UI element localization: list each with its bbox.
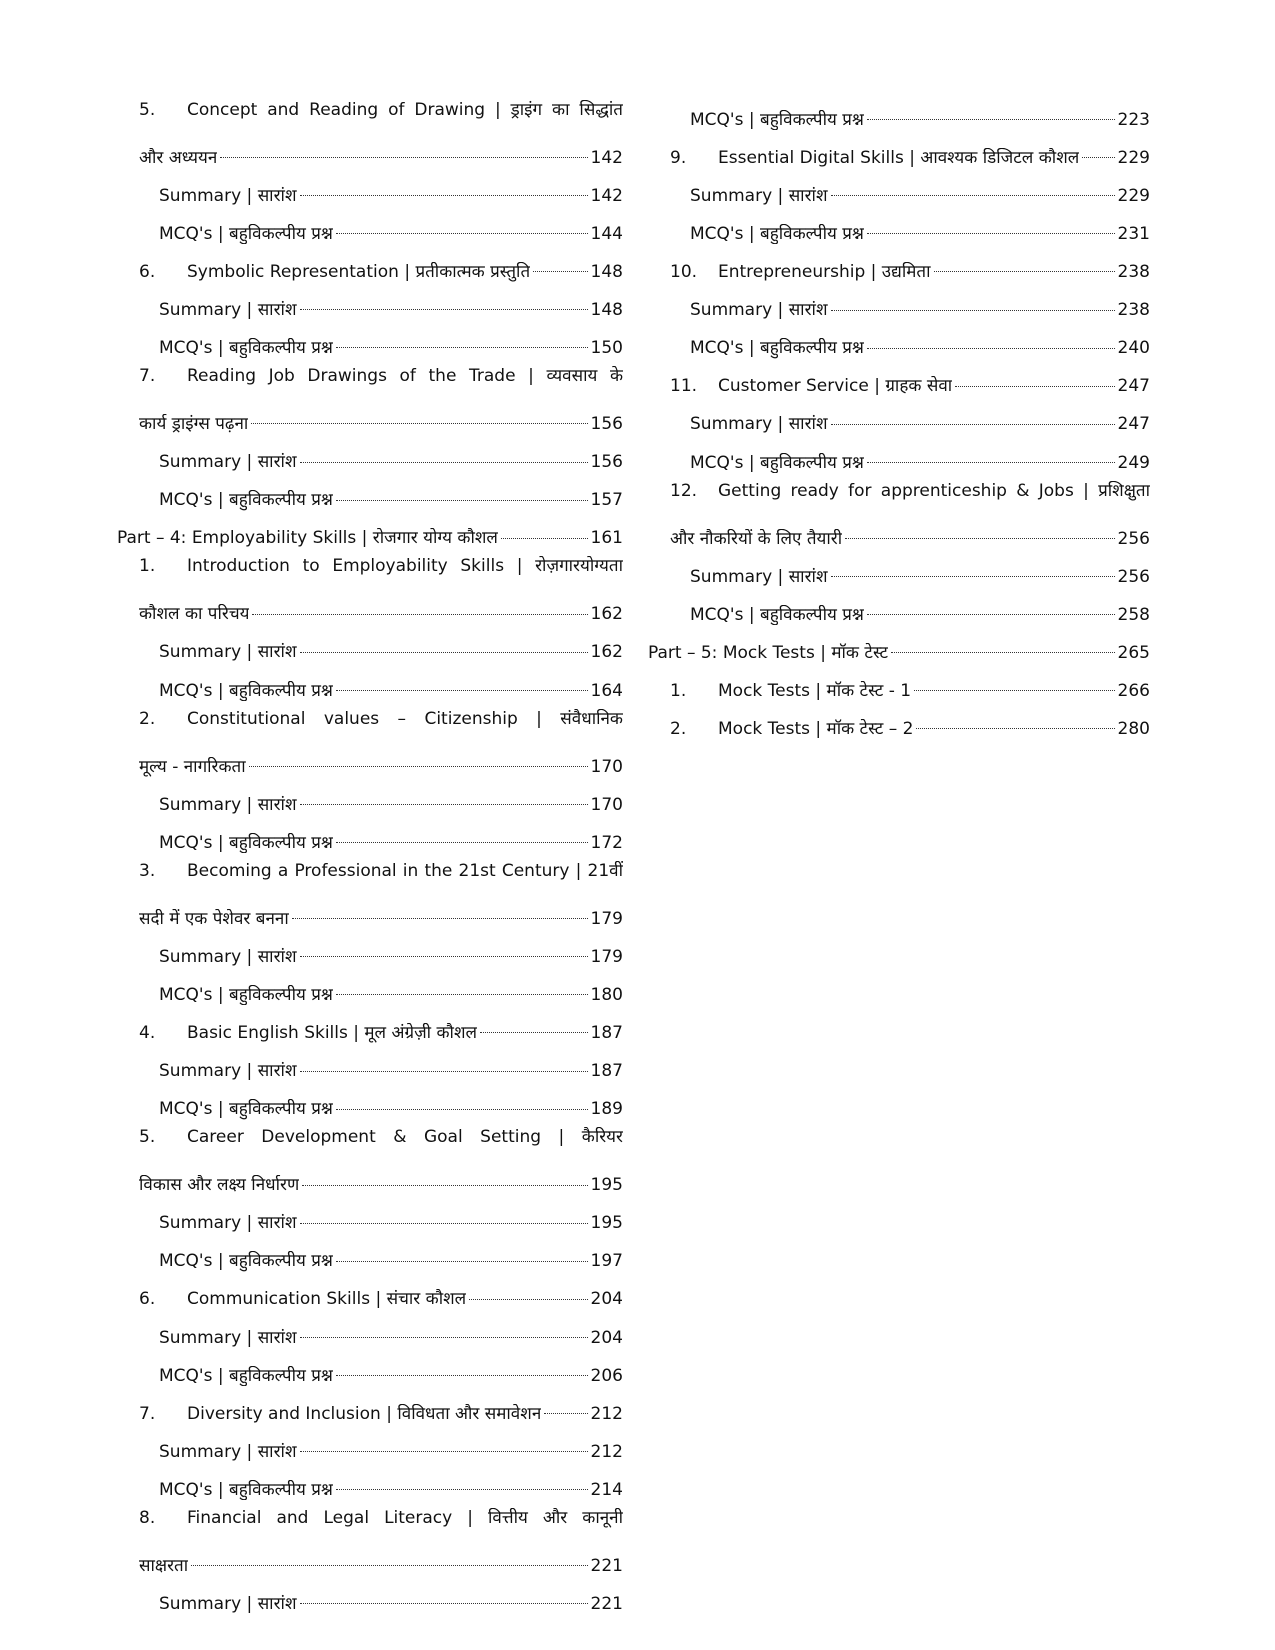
dot-leader bbox=[336, 1261, 588, 1262]
toc-entry-title: Summary | सारांश bbox=[159, 1327, 297, 1348]
toc-page-number: 180 bbox=[590, 984, 623, 1005]
toc-page-number: 162 bbox=[590, 642, 623, 663]
toc-entry-title: MCQ's | बहुविकल्पीय प्रश्न bbox=[159, 832, 333, 853]
toc-row bbox=[117, 358, 623, 386]
toc-row bbox=[117, 320, 623, 358]
toc-subentry[interactable] bbox=[117, 1424, 623, 1462]
toc-row bbox=[648, 663, 1150, 701]
toc-page-number: 187 bbox=[590, 1061, 623, 1082]
toc-page-number: 157 bbox=[590, 490, 623, 511]
toc-row bbox=[117, 1148, 623, 1196]
toc-entry-title: Basic English Skills | मूल अंग्रेज़ी कौशल bbox=[187, 1023, 478, 1044]
toc-subentry[interactable] bbox=[648, 168, 1150, 206]
toc-chapter-entry[interactable] bbox=[648, 359, 1150, 397]
toc-entry-title: MCQ's | बहुविकल्पीय प्रश्न bbox=[159, 680, 333, 701]
toc-row bbox=[117, 92, 623, 120]
toc-entry-title-continued: साक्षरता bbox=[139, 1555, 189, 1576]
toc-subentry[interactable] bbox=[648, 397, 1150, 435]
toc-page-number: 229 bbox=[1117, 147, 1150, 168]
toc-row bbox=[648, 321, 1150, 359]
toc-part-heading[interactable] bbox=[117, 511, 623, 549]
toc-row bbox=[648, 397, 1150, 435]
dot-leader bbox=[916, 728, 1114, 729]
toc-subentry[interactable] bbox=[117, 473, 623, 511]
toc-entry-title: Communication Skills | संचार कौशल bbox=[187, 1289, 467, 1310]
toc-chapter-number: 2. bbox=[139, 708, 156, 729]
toc-page-number: 164 bbox=[590, 680, 623, 701]
toc-entry-title: MCQ's | बहुविकल्पीय प्रश्न bbox=[159, 1099, 333, 1120]
toc-subentry[interactable] bbox=[117, 282, 623, 320]
toc-entry-title: Part – 4: Employability Skills | रोजगार योग्य कौशल bbox=[117, 528, 498, 549]
toc-right-column bbox=[648, 92, 1150, 739]
dot-leader bbox=[300, 1603, 588, 1604]
toc-row bbox=[117, 663, 623, 701]
toc-page-number: 247 bbox=[1117, 376, 1150, 397]
toc-entry-title: Part – 5: Mock Tests | मॉक टेस्ट bbox=[648, 642, 889, 663]
toc-row bbox=[117, 777, 623, 815]
toc-row bbox=[648, 244, 1150, 282]
toc-subentry[interactable] bbox=[117, 1462, 623, 1500]
toc-row bbox=[117, 881, 623, 929]
toc-row bbox=[117, 625, 623, 663]
toc-chapter-entry[interactable] bbox=[648, 244, 1150, 282]
toc-page-number: 189 bbox=[590, 1099, 623, 1120]
toc-entry-title: Summary | सारांश bbox=[159, 1594, 297, 1615]
toc-chapter-number: 7. bbox=[139, 366, 156, 387]
toc-entry-title: Introduction to Employability Skills | रोज़गारयोग्यता bbox=[187, 556, 623, 577]
toc-page-number: 223 bbox=[1117, 109, 1150, 130]
toc-page-number: 148 bbox=[590, 299, 623, 320]
toc-entry-title: Summary | सारांश bbox=[159, 642, 297, 663]
toc-chapter-number: 1. bbox=[670, 680, 687, 701]
toc-chapter-entry[interactable] bbox=[117, 1005, 623, 1043]
toc-row bbox=[117, 1500, 623, 1528]
dot-leader bbox=[867, 462, 1115, 463]
toc-chapter-number: 6. bbox=[139, 1289, 156, 1310]
toc-row bbox=[117, 577, 623, 625]
toc-part-heading[interactable] bbox=[648, 625, 1150, 663]
toc-row bbox=[117, 1120, 623, 1148]
toc-row bbox=[648, 282, 1150, 320]
toc-subentry[interactable] bbox=[117, 1348, 623, 1386]
toc-row bbox=[648, 435, 1150, 473]
dot-leader bbox=[845, 538, 1114, 539]
toc-subentry[interactable] bbox=[117, 625, 623, 663]
toc-row bbox=[117, 1272, 623, 1310]
toc-subentry[interactable] bbox=[648, 206, 1150, 244]
toc-row bbox=[117, 967, 623, 1005]
toc-subentry[interactable] bbox=[648, 321, 1150, 359]
toc-subentry[interactable] bbox=[117, 1234, 623, 1272]
dot-leader bbox=[867, 233, 1115, 234]
toc-subentry[interactable] bbox=[648, 587, 1150, 625]
toc-page-number: 206 bbox=[590, 1365, 623, 1386]
toc-entry-title: Summary | सारांश bbox=[159, 1213, 297, 1234]
dot-leader bbox=[831, 424, 1115, 425]
toc-entry-title: Summary | सारांश bbox=[159, 299, 297, 320]
toc-entry-title: Constitutional values – Citizenship | संवैधानिक bbox=[187, 708, 623, 729]
toc-row bbox=[648, 701, 1150, 739]
toc-chapter-entry[interactable] bbox=[117, 1500, 623, 1576]
toc-chapter-entry[interactable] bbox=[648, 701, 1150, 739]
toc-entry-title: MCQ's | बहुविकल्पीय प्रश्न bbox=[690, 109, 864, 130]
toc-row bbox=[117, 434, 623, 472]
toc-page-number: 212 bbox=[590, 1441, 623, 1462]
toc-row bbox=[117, 282, 623, 320]
toc-chapter-number: 5. bbox=[139, 99, 156, 120]
toc-subentry[interactable] bbox=[117, 929, 623, 967]
toc-entry-title: Becoming a Professional in the 21st Century | 21वीं bbox=[187, 860, 623, 881]
dot-leader bbox=[251, 423, 587, 424]
toc-subentry[interactable] bbox=[117, 967, 623, 1005]
toc-entry-title-continued: कौशल का परिचय bbox=[139, 604, 250, 625]
toc-subentry[interactable] bbox=[117, 320, 623, 358]
toc-page-number: 231 bbox=[1117, 223, 1150, 244]
dot-leader bbox=[336, 1109, 588, 1110]
dot-leader bbox=[914, 690, 1114, 691]
dot-leader bbox=[934, 271, 1115, 272]
toc-chapter-number: 12. bbox=[670, 480, 698, 501]
dot-leader bbox=[336, 842, 588, 843]
toc-row bbox=[117, 1386, 623, 1424]
toc-subentry[interactable] bbox=[648, 435, 1150, 473]
dot-leader bbox=[336, 690, 588, 691]
toc-subentry[interactable] bbox=[648, 92, 1150, 130]
toc-subentry[interactable] bbox=[117, 168, 623, 206]
dot-leader bbox=[831, 310, 1115, 311]
toc-row bbox=[117, 1576, 623, 1614]
dot-leader bbox=[544, 1413, 587, 1414]
toc-chapter-entry[interactable] bbox=[648, 473, 1150, 549]
toc-chapter-entry[interactable] bbox=[117, 1272, 623, 1310]
toc-subentry[interactable] bbox=[117, 206, 623, 244]
dot-leader bbox=[501, 538, 588, 539]
toc-row bbox=[117, 1348, 623, 1386]
toc-chapter-entry[interactable] bbox=[117, 92, 623, 168]
toc-subentry[interactable] bbox=[117, 434, 623, 472]
toc-page-number: 150 bbox=[590, 338, 623, 359]
dot-leader bbox=[533, 271, 587, 272]
toc-entry-title: MCQ's | बहुविकल्पीय प्रश्न bbox=[690, 604, 864, 625]
toc-page-number: 172 bbox=[590, 832, 623, 853]
toc-subentry[interactable] bbox=[117, 1082, 623, 1120]
toc-page-number: 221 bbox=[590, 1594, 623, 1615]
toc-left-column bbox=[117, 92, 623, 1614]
toc-page-number: 266 bbox=[1117, 680, 1150, 701]
toc-row bbox=[117, 729, 623, 777]
toc-page-number: 240 bbox=[1117, 338, 1150, 359]
toc-chapter-entry[interactable] bbox=[117, 853, 623, 929]
dot-leader bbox=[300, 462, 588, 463]
toc-subentry[interactable] bbox=[117, 1196, 623, 1234]
toc-entry-title: Summary | सारांश bbox=[159, 1061, 297, 1082]
toc-row bbox=[117, 1528, 623, 1576]
toc-row bbox=[117, 473, 623, 511]
toc-page-number: 156 bbox=[590, 452, 623, 473]
toc-page-number: 187 bbox=[590, 1023, 623, 1044]
dot-leader bbox=[300, 1451, 588, 1452]
toc-chapter-entry[interactable] bbox=[117, 1120, 623, 1196]
dot-leader bbox=[891, 652, 1114, 653]
dot-leader bbox=[469, 1299, 587, 1300]
toc-subentry[interactable] bbox=[648, 549, 1150, 587]
dot-leader bbox=[300, 956, 588, 957]
dot-leader bbox=[336, 994, 588, 995]
dot-leader bbox=[300, 1337, 588, 1338]
toc-row bbox=[648, 501, 1150, 549]
toc-chapter-number: 5. bbox=[139, 1127, 156, 1148]
toc-page-number: 221 bbox=[590, 1555, 623, 1576]
toc-page-number: 144 bbox=[590, 223, 623, 244]
toc-entry-title: Summary | सारांश bbox=[690, 414, 828, 435]
toc-page-number: 238 bbox=[1117, 300, 1150, 321]
toc-row bbox=[117, 1082, 623, 1120]
toc-page-number: 195 bbox=[590, 1213, 623, 1234]
toc-row bbox=[648, 549, 1150, 587]
toc-page-number: 170 bbox=[590, 794, 623, 815]
dot-leader bbox=[831, 195, 1115, 196]
toc-row bbox=[117, 1234, 623, 1272]
toc-entry-title: Summary | सारांश bbox=[159, 185, 297, 206]
toc-row bbox=[117, 386, 623, 434]
toc-page-number: 179 bbox=[590, 946, 623, 967]
toc-subentry[interactable] bbox=[117, 1310, 623, 1348]
toc-entry-title: MCQ's | बहुविकल्पीय प्रश्न bbox=[159, 1365, 333, 1386]
toc-entry-title: MCQ's | बहुविकल्पीय प्रश्न bbox=[690, 338, 864, 359]
toc-entry-title: MCQ's | बहुविकल्पीय प्रश्न bbox=[159, 490, 333, 511]
toc-chapter-number: 9. bbox=[670, 147, 687, 168]
dot-leader bbox=[252, 614, 587, 615]
toc-row bbox=[117, 1424, 623, 1462]
toc-row bbox=[117, 549, 623, 577]
toc-chapter-entry[interactable] bbox=[117, 701, 623, 777]
toc-row bbox=[648, 206, 1150, 244]
dot-leader bbox=[831, 576, 1115, 577]
toc-entry-title: Summary | सारांश bbox=[159, 946, 297, 967]
toc-entry-title: Summary | सारांश bbox=[690, 566, 828, 587]
dot-leader bbox=[336, 1489, 588, 1490]
toc-entry-title: Summary | सारांश bbox=[159, 794, 297, 815]
dot-leader bbox=[300, 1223, 588, 1224]
toc-row bbox=[117, 1043, 623, 1081]
toc-chapter-number: 11. bbox=[670, 376, 698, 397]
toc-page-number: 204 bbox=[590, 1289, 623, 1310]
dot-leader bbox=[220, 157, 587, 158]
toc-row bbox=[648, 92, 1150, 130]
toc-subentry[interactable] bbox=[648, 282, 1150, 320]
toc-page-number: 256 bbox=[1117, 528, 1150, 549]
dot-leader bbox=[300, 652, 588, 653]
toc-entry-title: MCQ's | बहुविकल्पीय प्रश्न bbox=[159, 1251, 333, 1272]
toc-entry-title: Summary | सारांश bbox=[159, 1441, 297, 1462]
toc-page-number: 170 bbox=[590, 756, 623, 777]
dot-leader bbox=[292, 918, 588, 919]
toc-subentry[interactable] bbox=[117, 663, 623, 701]
toc-entry-title: MCQ's | बहुविकल्पीय प्रश्न bbox=[159, 223, 333, 244]
toc-page-number: 179 bbox=[590, 908, 623, 929]
toc-entry-title: MCQ's | बहुविकल्पीय प्रश्न bbox=[159, 1479, 333, 1500]
toc-page-number: 197 bbox=[590, 1251, 623, 1272]
toc-entry-title: Diversity and Inclusion | विविधता और समावेशन bbox=[187, 1403, 542, 1424]
toc-chapter-entry[interactable] bbox=[648, 130, 1150, 168]
toc-entry-title-continued: मूल्य - नागरिकता bbox=[139, 756, 246, 777]
toc-page-number: 142 bbox=[590, 147, 623, 168]
toc-chapter-number: 6. bbox=[139, 261, 156, 282]
toc-chapter-number: 8. bbox=[139, 1507, 156, 1528]
toc-chapter-entry[interactable] bbox=[117, 1386, 623, 1424]
toc-page-number: 195 bbox=[590, 1175, 623, 1196]
toc-subentry[interactable] bbox=[117, 1043, 623, 1081]
dot-leader bbox=[300, 309, 588, 310]
toc-entry-title: Customer Service | ग्राहक सेवा bbox=[718, 376, 953, 397]
dot-leader bbox=[336, 347, 588, 348]
toc-entry-title-continued: विकास और लक्ष्य निर्धारण bbox=[139, 1175, 300, 1196]
toc-row bbox=[648, 625, 1150, 663]
dot-leader bbox=[336, 500, 588, 501]
toc-page-number: 212 bbox=[590, 1403, 623, 1424]
toc-row bbox=[648, 168, 1150, 206]
toc-page-number: 280 bbox=[1117, 719, 1150, 740]
toc-row bbox=[648, 130, 1150, 168]
dot-leader bbox=[191, 1565, 587, 1566]
toc-entry-title: Reading Job Drawings of the Trade | व्यवसाय के bbox=[187, 366, 623, 387]
toc-entry-title: MCQ's | बहुविकल्पीय प्रश्न bbox=[159, 338, 333, 359]
toc-entry-title: MCQ's | बहुविकल्पीय प्रश्न bbox=[159, 984, 333, 1005]
toc-entry-title-continued: और अध्ययन bbox=[139, 147, 218, 168]
dot-leader bbox=[336, 233, 588, 234]
toc-chapter-entry[interactable] bbox=[117, 244, 623, 282]
toc-entry-title: Entrepreneurship | उद्यमिता bbox=[718, 262, 931, 283]
toc-chapter-number: 4. bbox=[139, 1023, 156, 1044]
toc-page-number: 162 bbox=[590, 604, 623, 625]
toc-chapter-number: 3. bbox=[139, 860, 156, 881]
toc-entry-title: Summary | सारांश bbox=[159, 452, 297, 473]
toc-row bbox=[648, 587, 1150, 625]
toc-entry-title-continued: और नौकरियों के लिए तैयारी bbox=[670, 528, 843, 549]
dot-leader bbox=[867, 348, 1115, 349]
toc-page-number: 229 bbox=[1117, 185, 1150, 206]
toc-page-number: 161 bbox=[590, 528, 623, 549]
dot-leader bbox=[300, 1071, 588, 1072]
dot-leader bbox=[336, 1375, 588, 1376]
toc-row bbox=[117, 511, 623, 549]
toc-page-number: 142 bbox=[590, 185, 623, 206]
toc-page-number: 247 bbox=[1117, 414, 1150, 435]
toc-entry-title: MCQ's | बहुविकल्पीय प्रश्न bbox=[690, 452, 864, 473]
toc-chapter-entry[interactable] bbox=[117, 358, 623, 434]
toc-row bbox=[117, 168, 623, 206]
toc-entry-title: Summary | सारांश bbox=[690, 300, 828, 321]
toc-row bbox=[117, 1310, 623, 1348]
toc-entry-title: Career Development & Goal Setting | कैरियर bbox=[187, 1127, 623, 1148]
toc-subentry[interactable] bbox=[117, 1576, 623, 1614]
toc-entry-title-continued: सदी में एक पेशेवर बनना bbox=[139, 908, 289, 929]
toc-entry-title: MCQ's | बहुविकल्पीय प्रश्न bbox=[690, 223, 864, 244]
toc-page-number: 256 bbox=[1117, 566, 1150, 587]
toc-row bbox=[648, 473, 1150, 501]
dot-leader bbox=[480, 1032, 588, 1033]
dot-leader bbox=[302, 1185, 587, 1186]
toc-chapter-number: 10. bbox=[670, 262, 698, 283]
toc-row bbox=[117, 1462, 623, 1500]
toc-row bbox=[117, 1005, 623, 1043]
toc-entry-title: Financial and Legal Literacy | वित्तीय और कानूनी bbox=[187, 1507, 623, 1528]
dot-leader bbox=[249, 766, 588, 767]
toc-row bbox=[117, 1196, 623, 1234]
toc-entry-title: Symbolic Representation | प्रतीकात्मक प्रस्तुति bbox=[187, 261, 531, 282]
toc-row bbox=[117, 929, 623, 967]
toc-page-number: 258 bbox=[1117, 604, 1150, 625]
toc-entry-title: Mock Tests | मॉक टेस्ट – 2 bbox=[718, 719, 914, 740]
toc-entry-title: Getting ready for apprenticeship & Jobs | प्रशिक्षुता bbox=[718, 480, 1150, 501]
toc-row bbox=[648, 359, 1150, 397]
toc-row bbox=[117, 701, 623, 729]
toc-row bbox=[117, 244, 623, 282]
toc-row bbox=[117, 815, 623, 853]
toc-row bbox=[117, 206, 623, 244]
toc-row bbox=[117, 120, 623, 168]
toc-chapter-number: 2. bbox=[670, 719, 687, 740]
toc-subentry[interactable] bbox=[117, 777, 623, 815]
toc-page-number: 156 bbox=[590, 414, 623, 435]
toc-page-number: 204 bbox=[590, 1327, 623, 1348]
dot-leader bbox=[867, 119, 1115, 120]
toc-chapter-entry[interactable] bbox=[648, 663, 1150, 701]
toc-page-number: 249 bbox=[1117, 452, 1150, 473]
toc-row bbox=[117, 853, 623, 881]
toc-entry-title: Essential Digital Skills | आवश्यक डिजिटल कौशल bbox=[718, 147, 1080, 168]
dot-leader bbox=[300, 195, 588, 196]
dot-leader bbox=[1082, 157, 1114, 158]
toc-page-number: 238 bbox=[1117, 262, 1150, 283]
dot-leader bbox=[300, 804, 588, 805]
toc-entry-title-continued: कार्य ड्राइंग्स पढ़ना bbox=[139, 414, 249, 435]
toc-chapter-entry[interactable] bbox=[117, 549, 623, 625]
toc-entry-title: Mock Tests | मॉक टेस्ट - 1 bbox=[718, 680, 912, 701]
toc-entry-title: Concept and Reading of Drawing | ड्राइंग का सिद्धांत bbox=[187, 99, 623, 120]
toc-page-number: 148 bbox=[590, 261, 623, 282]
toc-chapter-number: 1. bbox=[139, 556, 156, 577]
toc-subentry[interactable] bbox=[117, 815, 623, 853]
dot-leader bbox=[955, 386, 1114, 387]
toc-chapter-number: 7. bbox=[139, 1403, 156, 1424]
dot-leader bbox=[867, 614, 1115, 615]
toc-page-number: 214 bbox=[590, 1479, 623, 1500]
toc-entry-title: Summary | सारांश bbox=[690, 185, 828, 206]
toc-page-number: 265 bbox=[1117, 642, 1150, 663]
